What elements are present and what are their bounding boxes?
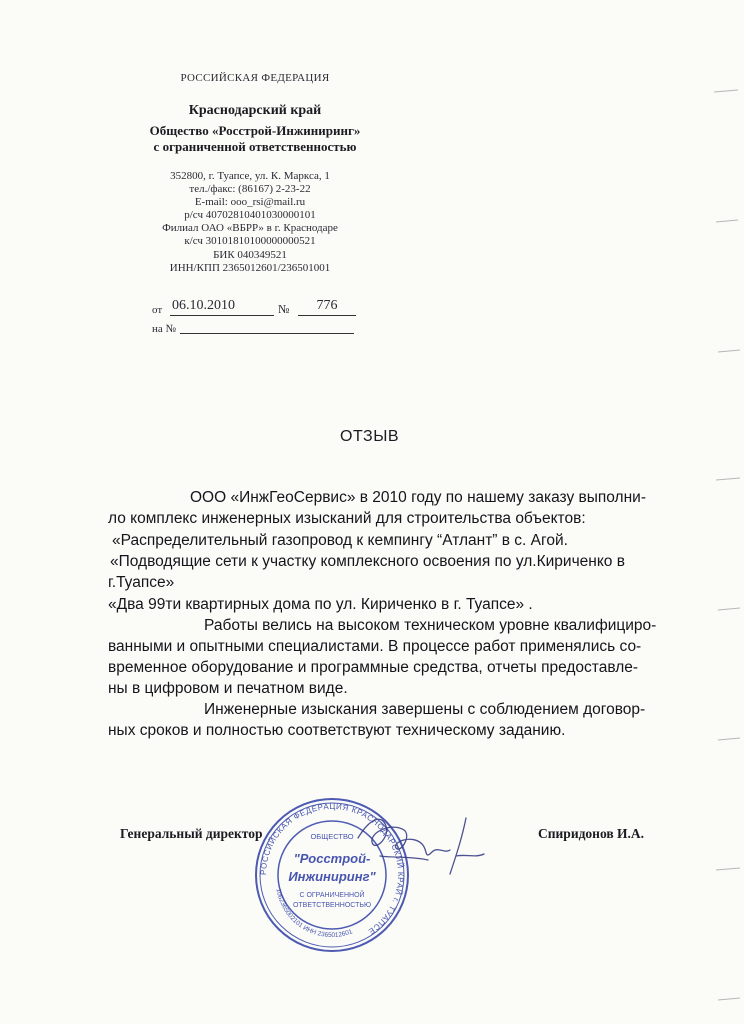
signatory-position: Генеральный директор bbox=[120, 826, 263, 841]
letterhead-inn-kpp: ИНН/КПП 2365012601/236501001 bbox=[169, 262, 331, 274]
letterhead-phone: тел./факс: (86167) 2-23-22 bbox=[189, 183, 311, 195]
body-line: ООО «ИнжГеоСервис» в 2010 году по нашему заказу выполни- bbox=[190, 489, 646, 506]
stamp-inner-bottom-1: С ОГРАНИЧЕННОЙ bbox=[299, 892, 365, 899]
body-line: временное оборудование и программные средства, отчеты предоставле- bbox=[108, 659, 639, 676]
body-line: ных сроков и полностью соответствуют техническому заданию. bbox=[108, 722, 566, 739]
body-line: «Подводящие сети к участку комплексного освоения по ул.Кириченко в bbox=[110, 553, 625, 570]
body-line: ны в цифровом и печатном виде. bbox=[108, 680, 348, 697]
letterhead-org-form: с ограниченной ответственностью bbox=[153, 139, 357, 154]
registry-number: 776 bbox=[298, 298, 356, 316]
letterhead-email: E-mail: ooo_rsi@mail.ru bbox=[194, 196, 306, 208]
body-line: «Распределительный газопровод к кемпингу “Атлант” в с. Агой. bbox=[112, 532, 568, 549]
letterhead-country: РОССИЙСКАЯ ФЕДЕРАЦИЯ bbox=[180, 72, 330, 84]
letterhead-bik: БИК 040349521 bbox=[213, 249, 287, 261]
letterhead-branch: Филиал ОАО «ВБРР» в г. Краснодаре bbox=[162, 222, 338, 234]
letterhead-region: Краснодарский край bbox=[188, 103, 322, 118]
stamp-inner-top: ОБЩЕСТВО bbox=[310, 832, 354, 841]
stamp-outer-text: РОССИЙСКАЯ ФЕДЕРАЦИЯ КРАСНОДАРСКИЙ КРАЙ г. ТУАПСЕ bbox=[258, 801, 406, 937]
handwritten-signature bbox=[352, 808, 492, 880]
registry-date: 06.10.2010 bbox=[170, 298, 274, 316]
stamp-registry: 1062365002101 ИНН 2365012601 bbox=[274, 888, 354, 940]
registry-to-label: на № bbox=[152, 323, 177, 335]
registry-from-label: от bbox=[152, 304, 163, 316]
document-title: ОТЗЫВ bbox=[340, 428, 400, 445]
body-line: Инженерные изыскания завершены с соблюдением договор- bbox=[204, 701, 646, 718]
body-line: «Два 99ти квартирных дома по ул. Кириченко в г. Туапсе» . bbox=[108, 596, 533, 613]
signatory-name: Спиридонов И.А. bbox=[538, 826, 645, 841]
letterhead-corr-account: к/сч 30101810100000000521 bbox=[184, 235, 316, 247]
letterhead-address: 352800, г. Туапсе, ул. К. Маркса, 1 bbox=[170, 170, 330, 182]
stamp-inner-bottom-2: ОТВЕТСТВЕННОСТЬЮ bbox=[292, 902, 372, 909]
registry-to-blank bbox=[180, 318, 354, 334]
stamp-name-2: Инжиниринг" bbox=[288, 869, 376, 884]
letterhead-account: р/сч 40702810401030000101 bbox=[184, 209, 316, 221]
body-line: г.Туапсе» bbox=[108, 574, 175, 591]
scan-edge-marks bbox=[674, 0, 744, 1024]
letterhead-org-name: Общество «Росстрой-Инжиниринг» bbox=[149, 123, 361, 138]
stamp-name-1: "Росстрой- bbox=[293, 851, 371, 866]
body-line: ванными и опытными специалистами. В процессе работ применялись со- bbox=[108, 638, 642, 655]
registry-number-label: № bbox=[278, 302, 290, 316]
body-line: Работы велись на высоком техническом уровне квалифициро- bbox=[204, 617, 657, 634]
body-line: ло комплекс инженерных изысканий для строительства объектов: bbox=[108, 510, 586, 527]
